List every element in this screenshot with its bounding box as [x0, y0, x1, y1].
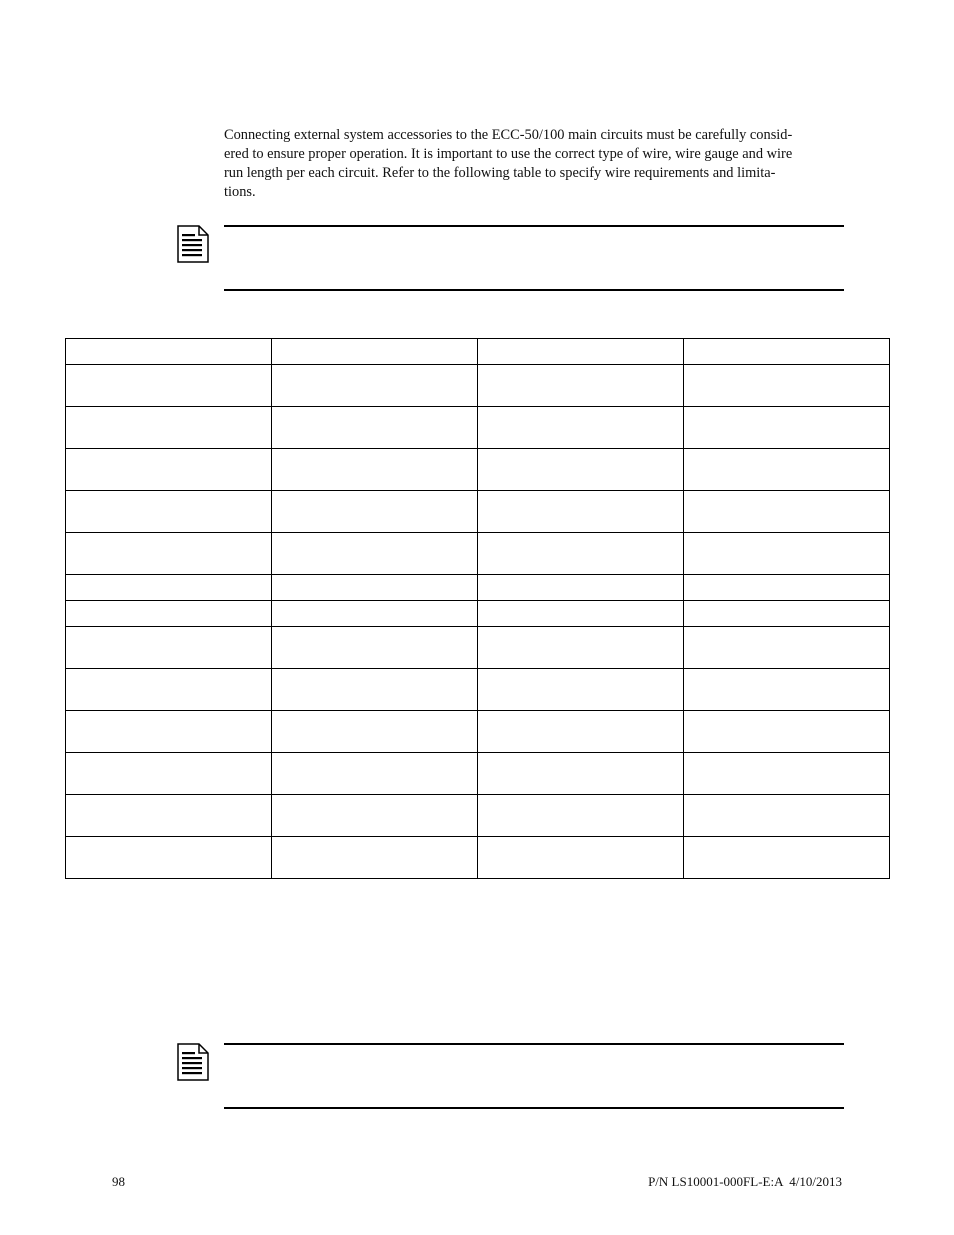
table-cell: [684, 601, 890, 627]
table-cell: [66, 753, 272, 795]
table-row: [66, 601, 890, 627]
table-cell: [272, 491, 478, 533]
table-header-cell: [272, 339, 478, 365]
table-header-row: [66, 339, 890, 365]
table-cell: [478, 601, 684, 627]
table-cell: [478, 533, 684, 575]
table-cell: [66, 407, 272, 449]
table-cell: [478, 669, 684, 711]
table-row: [66, 407, 890, 449]
table-cell: [478, 365, 684, 407]
note-bottom-rule: [224, 289, 844, 291]
table-cell: [66, 601, 272, 627]
table-cell: [272, 533, 478, 575]
table-header-cell: [684, 339, 890, 365]
table-row: [66, 365, 890, 407]
table-cell: [272, 575, 478, 601]
table-cell: [272, 365, 478, 407]
table-cell: [684, 627, 890, 669]
note-top-rule: [224, 225, 844, 227]
note-top-rule: [224, 1043, 844, 1045]
table-row: [66, 795, 890, 837]
table-cell: [684, 491, 890, 533]
paragraph-line: Connecting external system accessories to the ECC-50/100 main circuits must be carefully consid-: [224, 127, 793, 143]
table-cell: [66, 795, 272, 837]
table-cell: [684, 711, 890, 753]
table-cell: [66, 365, 272, 407]
paragraph-line: ered to ensure proper operation. It is important to use the correct type of wire, wire gauge and wire: [224, 146, 793, 162]
table-row: [66, 753, 890, 795]
table-cell: [272, 795, 478, 837]
table-cell: [684, 533, 890, 575]
table-cell: [684, 837, 890, 879]
table-cell: [66, 449, 272, 491]
table-cell: [478, 795, 684, 837]
table-row: [66, 575, 890, 601]
table-cell: [272, 407, 478, 449]
table-cell: [272, 669, 478, 711]
document-reference: P/N LS10001-000FL-E:A 4/10/2013: [648, 1174, 842, 1189]
table-cell: [684, 449, 890, 491]
table-row: [66, 711, 890, 753]
page-number: 98: [112, 1174, 125, 1189]
wire-requirements-table: [65, 338, 890, 879]
table-cell: [478, 449, 684, 491]
table-cell: [478, 627, 684, 669]
table-row: [66, 627, 890, 669]
intro-paragraph: [224, 126, 844, 202]
table-cell: [478, 753, 684, 795]
table-cell: [66, 627, 272, 669]
table-cell: [478, 711, 684, 753]
table-cell: [272, 449, 478, 491]
table-cell: [272, 753, 478, 795]
table-row: [66, 449, 890, 491]
table-cell: [478, 491, 684, 533]
table-row: [66, 533, 890, 575]
table-cell: [66, 533, 272, 575]
note-box: [176, 225, 844, 291]
table-cell: [272, 837, 478, 879]
table-row: [66, 669, 890, 711]
table-cell: [684, 669, 890, 711]
table-cell: [66, 669, 272, 711]
table-cell: [66, 491, 272, 533]
table-cell: [684, 575, 890, 601]
table-cell: [272, 711, 478, 753]
table-cell: [684, 753, 890, 795]
paragraph-line: tions.: [224, 184, 256, 200]
table-cell: [684, 365, 890, 407]
table-cell: [478, 407, 684, 449]
note-document-icon: [177, 225, 209, 263]
table-cell: [684, 407, 890, 449]
table-row: [66, 491, 890, 533]
table-cell: [66, 711, 272, 753]
table-cell: [66, 837, 272, 879]
table-cell: [478, 837, 684, 879]
paragraph-line: run length per each circuit. Refer to the following table to specify wire requirements and limita-: [224, 165, 776, 181]
table-cell: [272, 601, 478, 627]
note-document-icon: [177, 1043, 209, 1081]
table-row: [66, 837, 890, 879]
note-bottom-rule: [224, 1107, 844, 1109]
table-cell: [684, 795, 890, 837]
table-cell: [272, 627, 478, 669]
table-header-cell: [66, 339, 272, 365]
table-header-cell: [478, 339, 684, 365]
note-box: [176, 1043, 844, 1109]
table-cell: [478, 575, 684, 601]
table-cell: [66, 575, 272, 601]
